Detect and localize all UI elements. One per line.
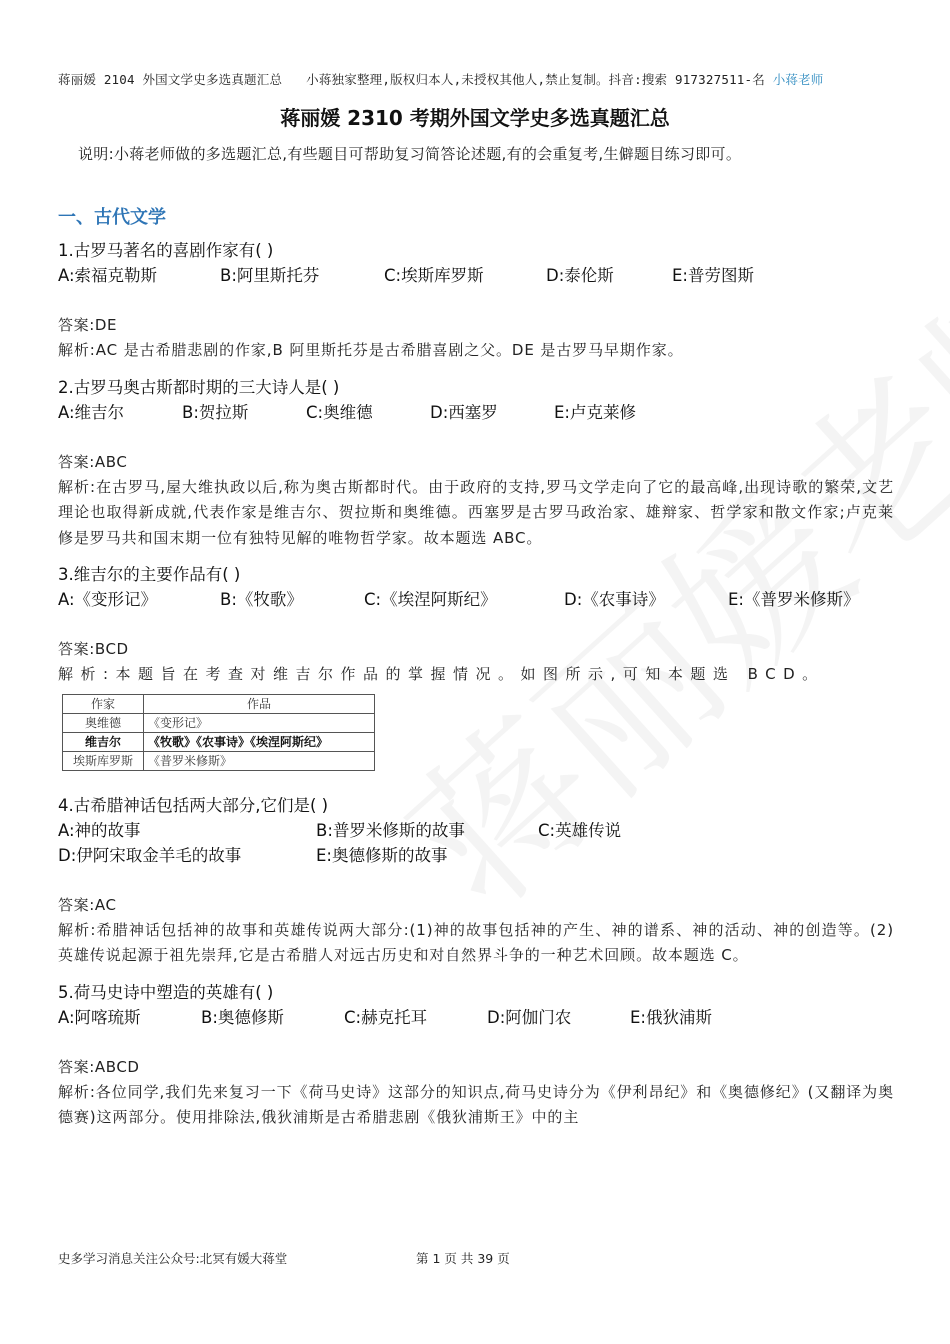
table-cell-works: 《牧歌》《农事诗》《埃涅阿斯纪》 <box>144 732 375 751</box>
question-title: 3.维吉尔的主要作品有( ) <box>58 565 241 584</box>
table-row <box>63 751 375 770</box>
option-b: B:普罗米修斯的故事 <box>316 820 465 840</box>
analysis: 解析:AC 是古希腊悲剧的作家,B 阿里斯托芬是古希腊喜剧之父。DE 是古罗马早期作家。 <box>58 341 684 359</box>
option-e: E:卢克莱修 <box>554 402 636 422</box>
table-row <box>63 713 375 732</box>
table-cell-author: 维吉尔 <box>63 732 144 751</box>
analysis: 解析:在古罗马,屋大维执政以后,称为奥古斯都时代。由于政府的支持,罗马文学走向了它的最高峰,出现诗歌的繁荣,文艺理论也取得新成就,代表作家是维吉尔、贺拉斯和奥维德。西塞罗是古罗马政治家、雄辩家、哲学家和散文作家;卢克莱修是罗马共和国末期一位有独特见解的唯物哲学家。故本题选 ABC。 <box>58 477 894 547</box>
header-copyright-text: 小蒋独家整理,版权归本人,未授权其他人,禁止复制。抖音:搜索 917327511-名 <box>306 72 765 87</box>
option-list <box>58 400 894 425</box>
option-c: C:英雄传说 <box>538 820 622 840</box>
answer: 答案:BCD <box>58 640 129 658</box>
option-a: A:阿喀琉斯 <box>58 1007 141 1027</box>
option-list <box>58 1005 894 1030</box>
table-cell-works: 《变形记》 <box>144 713 375 732</box>
analysis: 解析:希腊神话包括神的故事和英雄传说两大部分:(1)神的故事包括神的产生、神的谱系、神的活动、神的创造等。(2)英雄传说起源于祖先崇拜,它是古希腊人对远古历史和对自然界斗争的一种艺术回顾。故本题选 C。 <box>58 920 894 964</box>
option-a: A:《变形记》 <box>58 590 158 609</box>
page-number: 第 1 页 共 39 页 <box>416 1251 510 1266</box>
analysis: 解析:本题旨在考查对维吉尔作品的掌握情况。如图所示,可知本题选 BCD。 <box>58 665 825 683</box>
answer: 答案:ABCD <box>58 1057 140 1076</box>
option-a: A:神的故事 <box>58 820 141 840</box>
page-footer <box>58 1249 898 1267</box>
question-3 <box>58 562 894 771</box>
table-cell-author: 埃斯库罗斯 <box>63 751 144 770</box>
option-e: E:普劳图斯 <box>672 266 754 285</box>
option-list <box>58 818 894 843</box>
option-d: D:西塞罗 <box>430 402 498 422</box>
option-list <box>58 587 894 612</box>
option-c: C:埃斯库罗斯 <box>384 266 484 285</box>
option-d: D:伊阿宋取金羊毛的故事 <box>58 845 242 865</box>
option-d: D:阿伽门农 <box>487 1007 572 1027</box>
question-title: 1.古罗马著名的喜剧作家有( ) <box>58 241 274 260</box>
option-e: E:《普罗米修斯》 <box>728 590 860 609</box>
question-4 <box>58 793 894 969</box>
question-list <box>58 238 894 1142</box>
option-c: C:赫克托耳 <box>344 1007 428 1027</box>
answer: 答案:DE <box>58 316 118 334</box>
question-2 <box>58 375 894 552</box>
option-d: D:泰伦斯 <box>546 266 614 285</box>
answer: 答案:AC <box>58 895 117 914</box>
header-brand: 小蒋老师 <box>772 72 824 87</box>
header-left-text: 蒋丽媛 2104 外国文学史多选真题汇总 <box>58 72 283 87</box>
option-b: B:《牧歌》 <box>220 590 303 609</box>
option-list <box>58 263 894 288</box>
question-title: 4.古希腊神话包括两大部分,它们是( ) <box>58 795 329 815</box>
document-note: 说明:小蒋老师做的多选题汇总,有些题目可帮助复习简答论述题,有的会重复考,生僻题目练习即可。 <box>78 145 742 163</box>
page-header <box>58 70 898 88</box>
option-e: E:奥德修斯的故事 <box>316 845 448 865</box>
question-title: 5.荷马史诗中塑造的英雄有( ) <box>58 982 274 1002</box>
table-cell-works: 《普罗米修斯》 <box>144 751 375 770</box>
works-table <box>62 694 375 771</box>
option-b: B:阿里斯托芬 <box>220 266 320 285</box>
option-c: C:《埃涅阿斯纪》 <box>364 590 497 609</box>
section-heading: 一、古代文学 <box>58 207 166 228</box>
option-e: E:俄狄浦斯 <box>630 1007 712 1027</box>
footer-left-text: 史多学习消息关注公众号:北冥有媛大蒋堂 <box>58 1251 288 1266</box>
option-a: A:维吉尔 <box>58 402 125 422</box>
option-list <box>58 843 894 868</box>
option-c: C:奥维德 <box>306 402 373 422</box>
document-title: 蒋丽媛 2310 考期外国文学史多选真题汇总 <box>280 106 670 130</box>
table-cell-author: 奥维德 <box>63 713 144 732</box>
option-d: D:《农事诗》 <box>564 590 665 609</box>
option-a: A:索福克勒斯 <box>58 266 158 285</box>
question-title: 2.古罗马奥古斯都时期的三大诗人是( ) <box>58 377 340 397</box>
table-header-works: 作品 <box>144 694 375 713</box>
table-header-author: 作家 <box>63 694 144 713</box>
question-1 <box>58 238 894 364</box>
analysis: 解析:各位同学,我们先来复习一下《荷马史诗》这部分的知识点,荷马史诗分为《伊利昂纪》和《奥德修纪》(又翻译为奥德赛)这两部分。使用排除法,俄狄浦斯是古希腊悲剧《俄狄浦斯王》中的主 <box>58 1082 894 1126</box>
question-5 <box>58 980 894 1131</box>
option-b: B:奥德修斯 <box>201 1007 284 1027</box>
table-header-row <box>63 694 375 713</box>
table-row <box>63 732 375 751</box>
answer: 答案:ABC <box>58 452 128 471</box>
option-b: B:贺拉斯 <box>182 402 249 422</box>
